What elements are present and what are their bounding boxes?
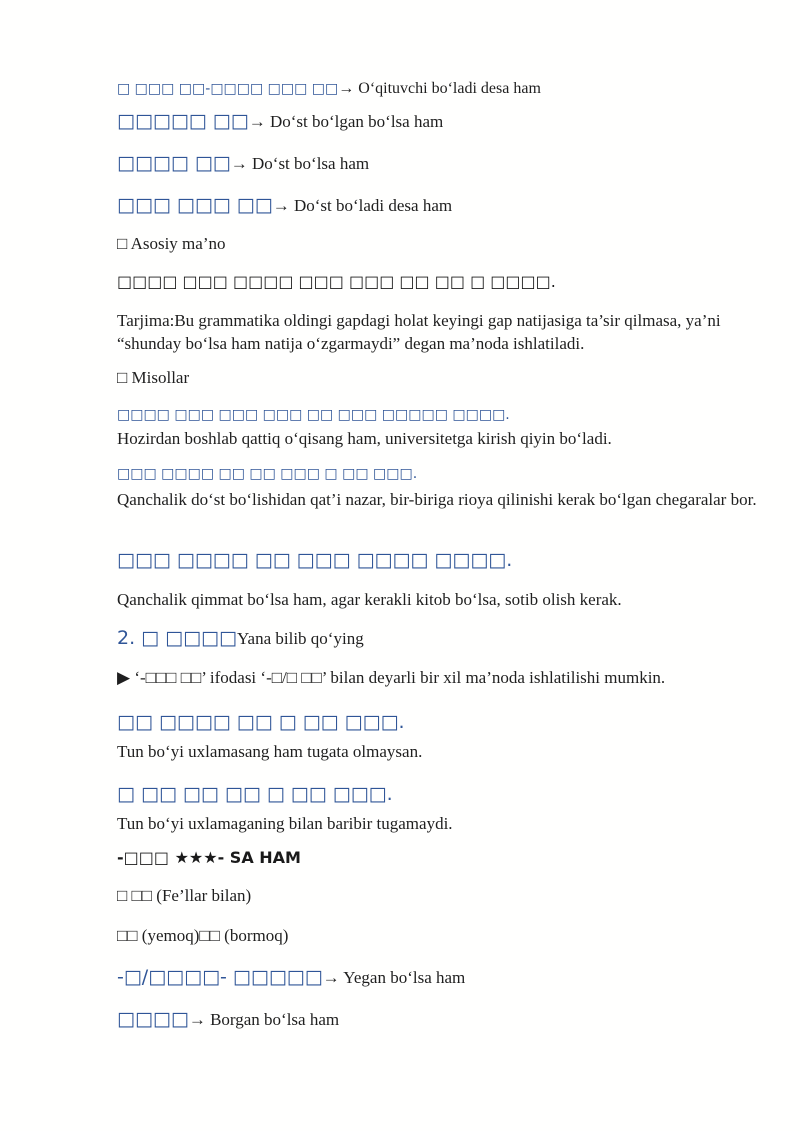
verbs-list: □□ (yemoq)□□ (bormoq)	[117, 926, 289, 945]
example-3-translation: Qanchalik qimmat bo‘lsa ham, agar kerakli kitob bo‘lsa, sotib olish kerak.	[117, 590, 622, 609]
korean-phrase: □□□□ □□	[117, 152, 231, 174]
example-1-korean: □□□□ □□□ □□□ □□□ □□ □□□ □□□□□ □□□□.	[117, 407, 510, 423]
section-2-heading	[117, 627, 364, 649]
translation: → Do‘st bo‘lsa ham	[230, 154, 370, 173]
example-2-translation: Qanchalik do‘st bo‘lishidan qat’i nazar, bir-biriga rioya qilinishi kerak bo‘lgan chegaralar bor.	[117, 490, 757, 509]
korean-phrase: □□□ □□□ □□	[117, 194, 273, 216]
example-5-korean: □ □□ □□ □□ □ □□ □□□.	[117, 783, 393, 805]
korean-definition: □□□□ □□□ □□□□ □□□ □□□ □□ □□ □ □□□□.	[117, 272, 556, 291]
section-3-heading: -□□□ ★★★- SA HAM	[117, 848, 301, 867]
heading-asosiy-mano: □ Asosiy ma’no	[117, 234, 226, 253]
translation: → Do‘st bo‘ladi desa ham	[272, 196, 453, 215]
section-number: 2. □ □□□□	[117, 627, 237, 649]
korean-phrase: -□/□□□□- □□□□□	[117, 966, 323, 988]
verb-example-2	[117, 1008, 339, 1030]
korean-phrase: □□□□	[117, 1008, 189, 1030]
line-3	[117, 152, 369, 174]
line-4	[117, 194, 452, 216]
verb-example-1	[117, 966, 465, 988]
translation: → Borgan bo‘lsa ham	[188, 1010, 340, 1029]
note-line: ▶ ‘-□□□ □□’ ifodasi ‘-□/□ □□’ bilan deyarli bir xil ma’noda ishlatilishi mumkin.	[117, 668, 666, 687]
translation: → Do‘st bo‘lgan bo‘lsa ham	[248, 112, 444, 131]
example-2-korean: □□□ □□□□ □□ □□ □□□ □ □□ □□□.	[117, 466, 418, 482]
example-5-translation: Tun bo‘yi uxlamaganing bilan baribir tugamaydi.	[117, 814, 453, 833]
example-4-translation: Tun bo‘yi uxlamasang ham tugata olmaysan.	[117, 742, 423, 761]
translation: → Yegan bo‘lsa ham	[322, 968, 466, 987]
line-2	[117, 110, 443, 132]
translation-paragraph: Tarjima:Bu grammatika oldingi gapdagi holat keyingi gap natijasiga ta’sir qilmasa, ya’ni “shunday bo‘lsa ham natija o‘zgarmaydi” degan ma’noda ishlatiladi.	[117, 311, 721, 353]
example-3-korean: □□□ □□□□ □□ □□□ □□□□ □□□□.	[117, 549, 513, 571]
verbs-title: □ □□ (Fe’llar bilan)	[117, 886, 252, 905]
translation: → O‘qituvchi bo‘ladi desa ham	[338, 80, 541, 97]
korean-phrase: □ □□□ □□-□□□□ □□□ □□	[117, 81, 339, 97]
example-4-korean: □□ □□□□ □□ □ □□ □□□.	[117, 711, 405, 733]
korean-phrase: □□□□□ □□	[117, 110, 249, 132]
heading-misollar: □ Misollar	[117, 368, 190, 387]
line-1	[117, 80, 541, 98]
example-1-translation: Hozirdan boshlab qattiq o‘qisang ham, universitetga kirish qiyin bo‘ladi.	[117, 429, 612, 448]
section-title: Yana bilib qo‘ying	[236, 629, 364, 648]
